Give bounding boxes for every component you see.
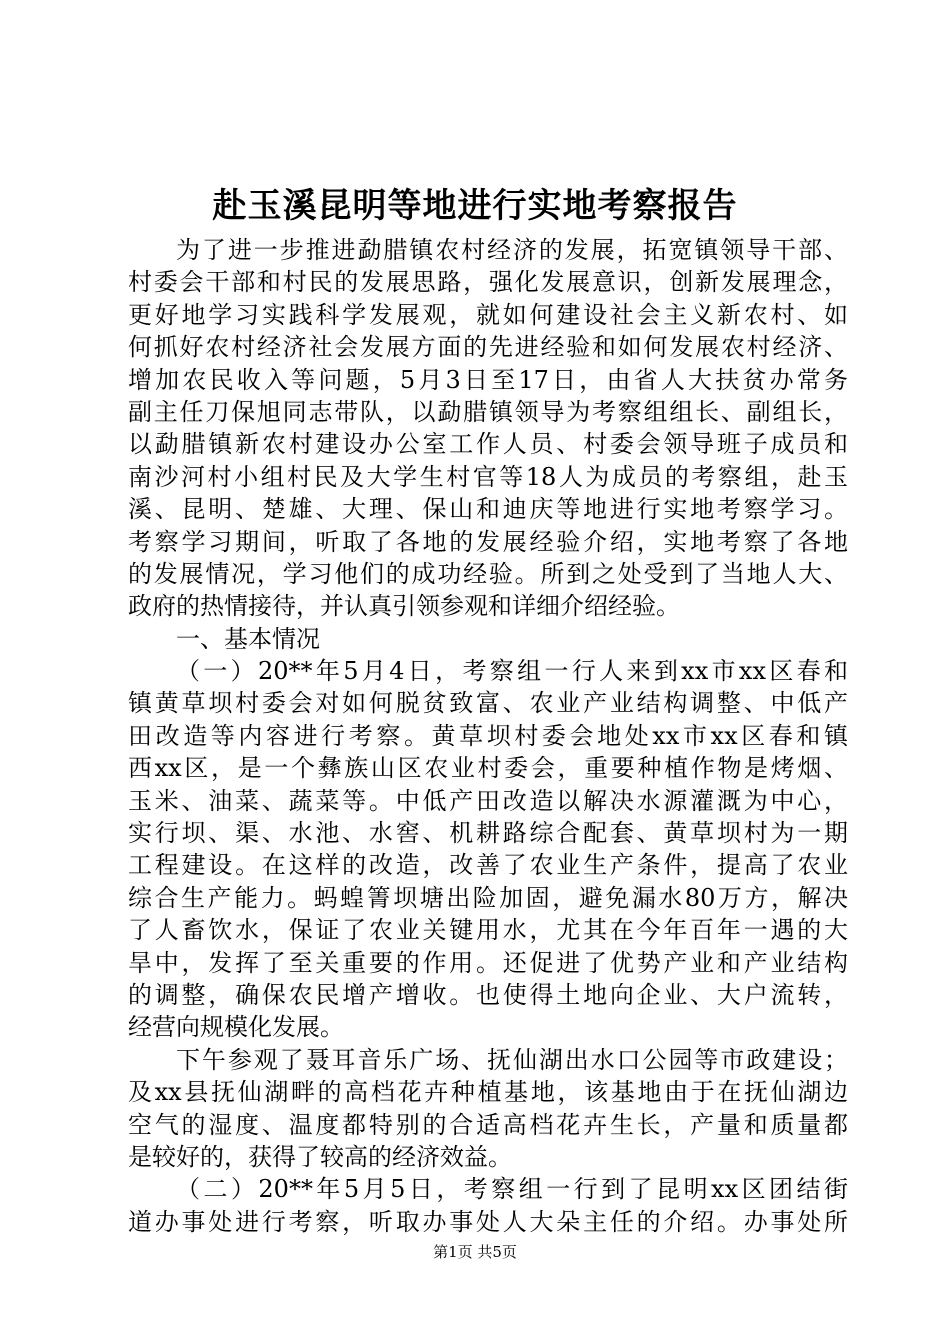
text-line: 玉米、油菜、蔬菜等。中低产田改造以解决水源灌溉为中心， — [128, 786, 848, 815]
text-line: 考察学习期间，听取了各地的发展经验介绍，实地考察了各地 — [128, 527, 848, 556]
text-line: 政府的热情接待，并认真引领参观和详细介绍经验。 — [128, 592, 680, 621]
text-line: 经营向规模化发展。 — [128, 1013, 344, 1042]
text-line: 村委会干部和村民的发展思路，强化发展意识，创新发展理念， — [128, 268, 848, 297]
text-line: 了人畜饮水，保证了农业关键用水，尤其在今年百年一遇的大 — [128, 916, 848, 945]
text-line: 副主任刀保旭同志带队，以勐腊镇领导为考察组组长、副组长， — [128, 397, 848, 426]
text-line: 西xx区，是一个彝族山区农业村委会，重要种植作物是烤烟、 — [128, 754, 848, 783]
text-line: 实行坝、渠、水池、水窖、机耕路综合配套、黄草坝村为一期 — [128, 819, 848, 848]
document-title: 赴玉溪昆明等地进行实地考察报告 — [212, 186, 738, 226]
text-line: 以勐腊镇新农村建设办公室工作人员、村委会领导班子成员和 — [128, 430, 848, 459]
section-heading: 一、基本情况 — [176, 624, 320, 653]
text-line: 南沙河村小组村民及大学生村官等18人为成员的考察组，赴玉 — [128, 462, 848, 491]
page-footer: 第1页 共5页 — [433, 1243, 517, 1261]
text-line: 空气的湿度、温度都特别的合适高档花卉生长，产量和质量都 — [128, 1110, 848, 1139]
text-line: 的调整，确保农民增产增收。也使得土地向企业、大户流转， — [128, 980, 848, 1009]
text-line: 是较好的，获得了较高的经济效益。 — [128, 1142, 512, 1171]
document-body — [128, 234, 848, 1238]
text-line: 增加农民收入等问题，5月3日至17日，由省人大扶贫办常务 — [128, 365, 848, 394]
text-line: 镇黄草坝村委会对如何脱贫致富、农业产业结构调整、中低产 — [128, 689, 848, 718]
text-line: 道办事处进行考察，听取办事处人大朵主任的介绍。办事处所 — [128, 1207, 848, 1236]
text-line: 综合生产能力。蚂蝗箐坝塘出险加固，避免漏水80万方，解决 — [128, 883, 848, 912]
text-line: （二）20**年5月5日，考察组一行到了昆明xx区团结街 — [176, 1175, 848, 1204]
text-line: （一）20**年5月4日，考察组一行人来到xx市xx区春和 — [176, 657, 848, 686]
text-line: 及xx县抚仙湖畔的高档花卉种植基地，该基地由于在抚仙湖边 — [128, 1078, 848, 1107]
text-line: 下午参观了聂耳音乐广场、抚仙湖出水口公园等市政建设； — [176, 1045, 848, 1074]
text-line: 为了进一步推进勐腊镇农村经济的发展，拓宽镇领导干部、 — [176, 236, 848, 264]
text-line: 更好地学习实践科学发展观，就如何建设社会主义新农村、如 — [128, 300, 848, 329]
text-line: 溪、昆明、楚雄、大理、保山和迪庆等地进行实地考察学习。 — [128, 495, 848, 524]
text-line: 何抓好农村经济社会发展方面的先进经验和如何发展农村经济、 — [128, 333, 848, 362]
text-line: 旱中，发挥了至关重要的作用。还促进了优势产业和产业结构 — [128, 948, 848, 977]
text-line: 工程建设。在这样的改造，改善了农业生产条件，提高了农业 — [128, 851, 848, 880]
text-line: 的发展情况，学习他们的成功经验。所到之处受到了当地人大、 — [128, 559, 848, 588]
text-line: 田改造等内容进行考察。黄草坝村委会地处xx市xx区春和镇 — [128, 721, 848, 750]
